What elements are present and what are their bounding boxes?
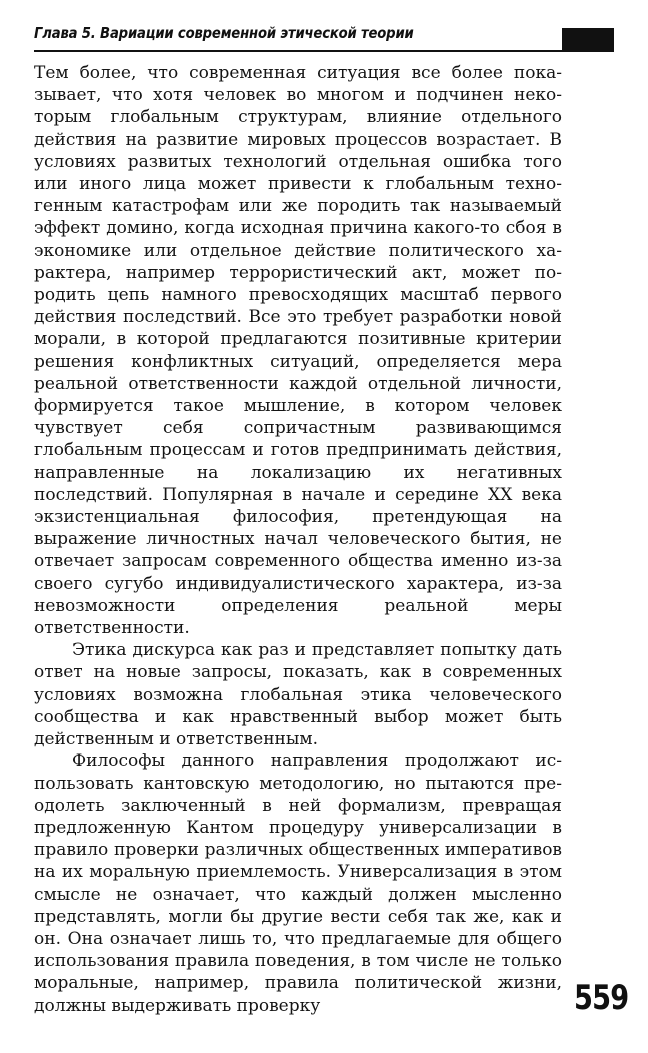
paragraph: Философы данного направления продолжают использовать кантовскую методологию, но пытаются преодолеть заключенный в ней формализм, превращая предложенную Кантом процедуру универсализации в правило проверки различных общественных императивов на их моральную приемлемость. Универсализация в этом смысле не означает, что каждый должен мысленно представлять, могли бы другие вести себя так же, как и он. Она означает лишь то, что предлагаемые для общего использования правила поведения, в том числе не только моральные, например, правила политической жизни, должны выдерживать проверку <box>34 751 562 1016</box>
paragraph: Этика дискурса как раз и представляет попытку дать ответ на новые запросы, показать, как в современных условиях возможна глобальная этика человеческого сообщества и как нравственный выбор может быть действенным и ответственным. <box>34 640 562 750</box>
page-number: 559 <box>574 978 629 1018</box>
paragraph: Тем более, что современная ситуация все более показывает, что хотя человек во многом и подчинен некоторым глобальным структурам, влияние отдельного действия на развитие мировых процессов возрастает. В условиях развитых технологий отдельная ошибка того или иного лица может привести к глобальным техногенным катастрофам или же породить так называемый эффект домино, когда исходная причина какого-то сбоя в экономике или отдельное действие политического характера, например террористический акт, может породить цепь намного превосходящих масштаб первого действия последствий. Все это требует разработки новой морали, в которой предлагаются позитивные критерии решения конфликтных ситуаций, определяется мера реальной ответственности каждой отдельной личности, формируется такое мышление, в котором человек чувствует себя сопричастным развивающимся глобальным процессам и готов предпринимать действия, направленные на локализацию их негативных последствий. Популярная в начале и середине XX века экзистенциальная философия, претендующая на выражение личностных начал человеческого бытия, не отвечает запросам современного общества именно из-за своего сугубо индивидуалистического характера, из-за невозможности определения реальной меры ответственности. <box>34 63 562 639</box>
running-title: Глава 5. Вариации современной этической теории <box>34 24 414 42</box>
body-text <box>34 62 562 1017</box>
header-decorative-bar <box>562 28 614 50</box>
running-header <box>34 16 614 52</box>
